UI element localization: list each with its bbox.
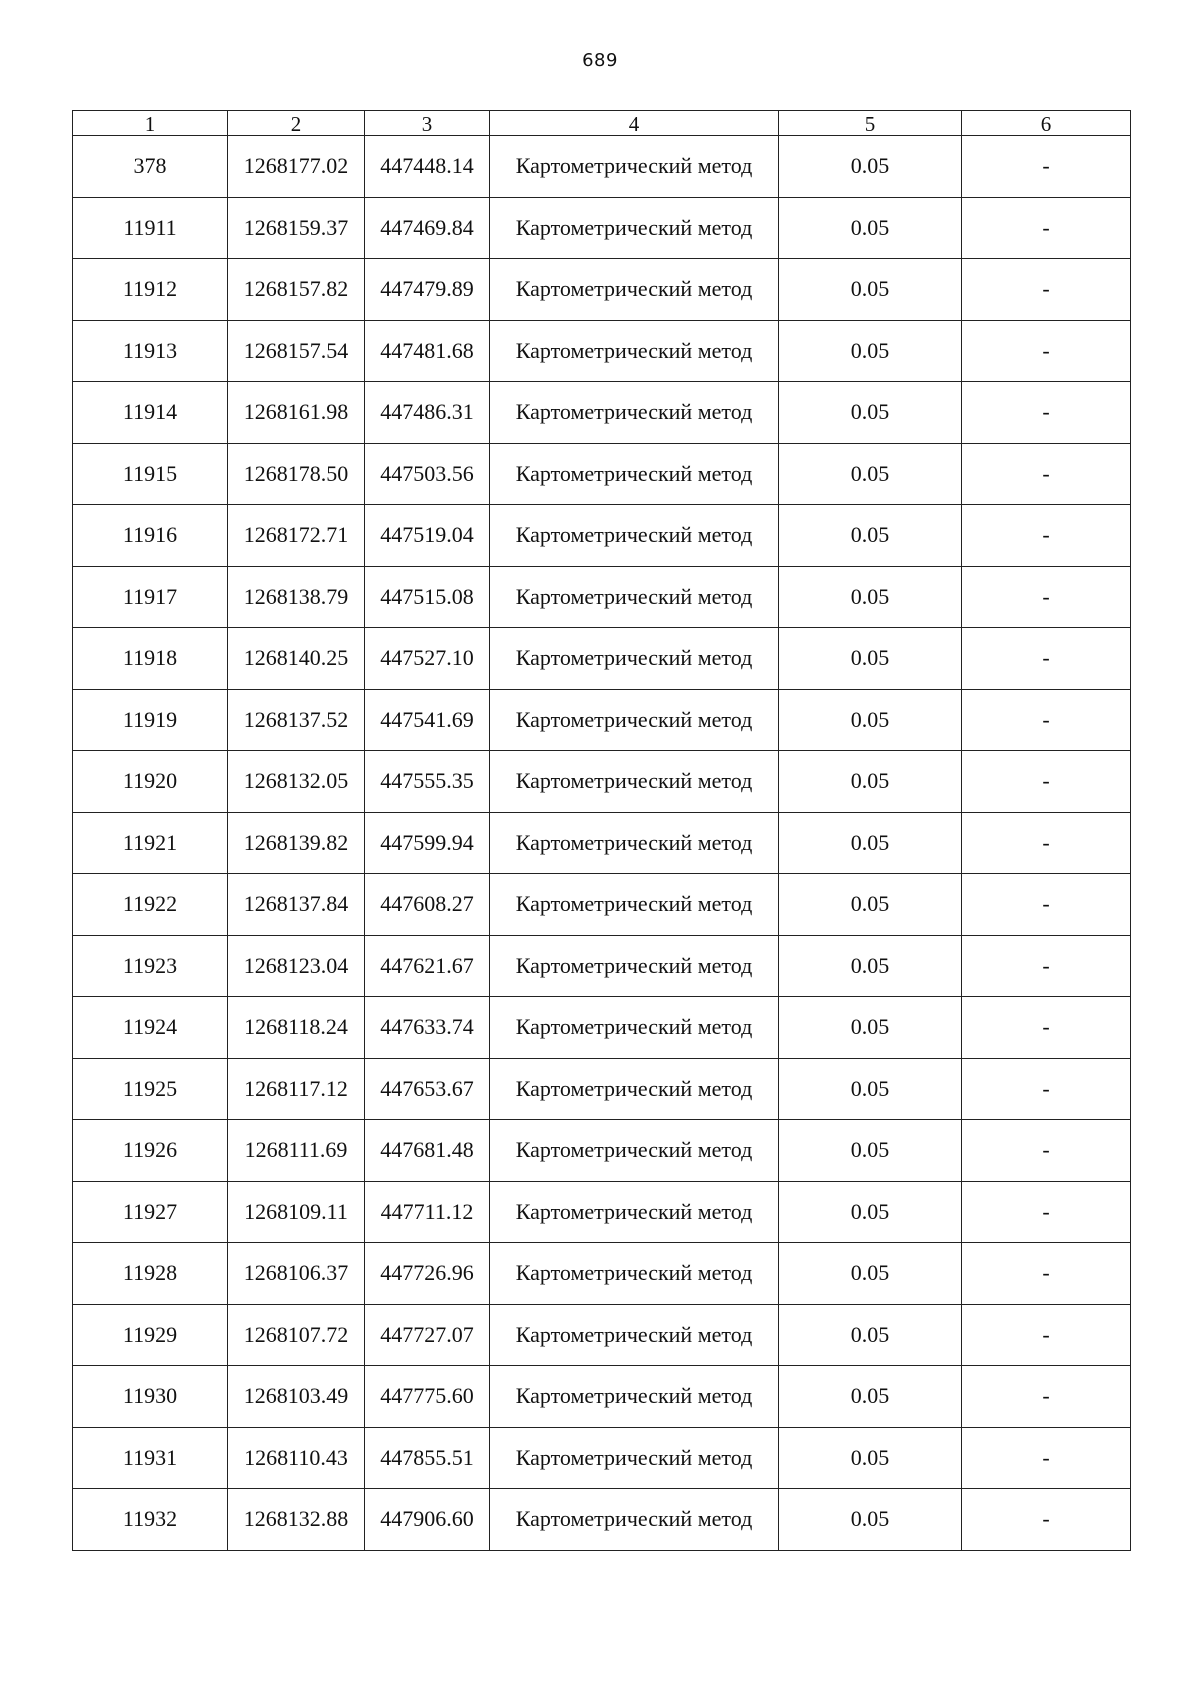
header-cell-6: 6 [962, 111, 1131, 136]
header-cell-5: 5 [779, 111, 962, 136]
table-row [73, 935, 1131, 997]
x-coordinate-cell: 1268161.98 [228, 382, 365, 444]
accuracy-cell: 0.05 [779, 566, 962, 628]
point-number-cell: 11911 [73, 197, 228, 259]
point-number-cell: 11916 [73, 505, 228, 567]
accuracy-cell: 0.05 [779, 935, 962, 997]
note-cell: - [962, 136, 1131, 198]
table-row [73, 1058, 1131, 1120]
note-cell: - [962, 997, 1131, 1059]
accuracy-cell: 0.05 [779, 628, 962, 690]
x-coordinate-cell: 1268106.37 [228, 1243, 365, 1305]
accuracy-cell: 0.05 [779, 689, 962, 751]
method-cell: Картометрический метод [490, 935, 779, 997]
x-coordinate-cell: 1268172.71 [228, 505, 365, 567]
note-cell: - [962, 1243, 1131, 1305]
point-number-cell: 11920 [73, 751, 228, 813]
table-row [73, 1120, 1131, 1182]
note-cell: - [962, 1427, 1131, 1489]
x-coordinate-cell: 1268178.50 [228, 443, 365, 505]
x-coordinate-cell: 1268137.84 [228, 874, 365, 936]
table-row [73, 566, 1131, 628]
y-coordinate-cell: 447621.67 [365, 935, 490, 997]
note-cell: - [962, 1489, 1131, 1551]
table-row [73, 382, 1131, 444]
method-cell: Картометрический метод [490, 628, 779, 690]
y-coordinate-cell: 447726.96 [365, 1243, 490, 1305]
y-coordinate-cell: 447855.51 [365, 1427, 490, 1489]
point-number-cell: 11914 [73, 382, 228, 444]
note-cell: - [962, 874, 1131, 936]
note-cell: - [962, 628, 1131, 690]
x-coordinate-cell: 1268159.37 [228, 197, 365, 259]
point-number-cell: 11926 [73, 1120, 228, 1182]
accuracy-cell: 0.05 [779, 136, 962, 198]
y-coordinate-cell: 447519.04 [365, 505, 490, 567]
x-coordinate-cell: 1268137.52 [228, 689, 365, 751]
note-cell: - [962, 443, 1131, 505]
x-coordinate-cell: 1268123.04 [228, 935, 365, 997]
point-number-cell: 11930 [73, 1366, 228, 1428]
table-row [73, 997, 1131, 1059]
x-coordinate-cell: 1268157.54 [228, 320, 365, 382]
method-cell: Картометрический метод [490, 1489, 779, 1551]
x-coordinate-cell: 1268111.69 [228, 1120, 365, 1182]
method-cell: Картометрический метод [490, 1304, 779, 1366]
y-coordinate-cell: 447479.89 [365, 259, 490, 321]
accuracy-cell: 0.05 [779, 320, 962, 382]
x-coordinate-cell: 1268138.79 [228, 566, 365, 628]
note-cell: - [962, 1120, 1131, 1182]
accuracy-cell: 0.05 [779, 1243, 962, 1305]
table-row [73, 874, 1131, 936]
header-row [73, 111, 1131, 136]
method-cell: Картометрический метод [490, 812, 779, 874]
table-row [73, 1366, 1131, 1428]
accuracy-cell: 0.05 [779, 1427, 962, 1489]
point-number-cell: 11927 [73, 1181, 228, 1243]
method-cell: Картометрический метод [490, 1120, 779, 1182]
note-cell: - [962, 259, 1131, 321]
note-cell: - [962, 812, 1131, 874]
point-number-cell: 11931 [73, 1427, 228, 1489]
accuracy-cell: 0.05 [779, 1120, 962, 1182]
y-coordinate-cell: 447608.27 [365, 874, 490, 936]
method-cell: Картометрический метод [490, 443, 779, 505]
point-number-cell: 11929 [73, 1304, 228, 1366]
table-row [73, 443, 1131, 505]
note-cell: - [962, 1304, 1131, 1366]
y-coordinate-cell: 447448.14 [365, 136, 490, 198]
table-row [73, 1243, 1131, 1305]
method-cell: Картометрический метод [490, 382, 779, 444]
y-coordinate-cell: 447541.69 [365, 689, 490, 751]
y-coordinate-cell: 447681.48 [365, 1120, 490, 1182]
x-coordinate-cell: 1268107.72 [228, 1304, 365, 1366]
note-cell: - [962, 1058, 1131, 1120]
accuracy-cell: 0.05 [779, 1304, 962, 1366]
accuracy-cell: 0.05 [779, 874, 962, 936]
table-row [73, 1489, 1131, 1551]
method-cell: Картометрический метод [490, 751, 779, 813]
y-coordinate-cell: 447653.67 [365, 1058, 490, 1120]
point-number-cell: 11917 [73, 566, 228, 628]
y-coordinate-cell: 447481.68 [365, 320, 490, 382]
x-coordinate-cell: 1268110.43 [228, 1427, 365, 1489]
method-cell: Картометрический метод [490, 320, 779, 382]
table-row [73, 751, 1131, 813]
accuracy-cell: 0.05 [779, 505, 962, 567]
note-cell: - [962, 1366, 1131, 1428]
accuracy-cell: 0.05 [779, 259, 962, 321]
point-number-cell: 11912 [73, 259, 228, 321]
table-row [73, 1427, 1131, 1489]
method-cell: Картометрический метод [490, 259, 779, 321]
x-coordinate-cell: 1268109.11 [228, 1181, 365, 1243]
x-coordinate-cell: 1268177.02 [228, 136, 365, 198]
accuracy-cell: 0.05 [779, 1366, 962, 1428]
note-cell: - [962, 197, 1131, 259]
point-number-cell: 11918 [73, 628, 228, 690]
y-coordinate-cell: 447469.84 [365, 197, 490, 259]
accuracy-cell: 0.05 [779, 997, 962, 1059]
table-row [73, 1181, 1131, 1243]
accuracy-cell: 0.05 [779, 812, 962, 874]
accuracy-cell: 0.05 [779, 751, 962, 813]
table-row [73, 136, 1131, 198]
y-coordinate-cell: 447503.56 [365, 443, 490, 505]
point-number-cell: 11919 [73, 689, 228, 751]
table-row [73, 505, 1131, 567]
y-coordinate-cell: 447555.35 [365, 751, 490, 813]
method-cell: Картометрический метод [490, 1366, 779, 1428]
note-cell: - [962, 505, 1131, 567]
method-cell: Картометрический метод [490, 136, 779, 198]
method-cell: Картометрический метод [490, 505, 779, 567]
method-cell: Картометрический метод [490, 197, 779, 259]
y-coordinate-cell: 447599.94 [365, 812, 490, 874]
x-coordinate-cell: 1268132.05 [228, 751, 365, 813]
method-cell: Картометрический метод [490, 874, 779, 936]
table-header [73, 111, 1131, 136]
point-number-cell: 11925 [73, 1058, 228, 1120]
note-cell: - [962, 751, 1131, 813]
header-cell-3: 3 [365, 111, 490, 136]
accuracy-cell: 0.05 [779, 1181, 962, 1243]
note-cell: - [962, 689, 1131, 751]
accuracy-cell: 0.05 [779, 1058, 962, 1120]
method-cell: Картометрический метод [490, 1427, 779, 1489]
method-cell: Картометрический метод [490, 997, 779, 1059]
header-cell-4: 4 [490, 111, 779, 136]
y-coordinate-cell: 447711.12 [365, 1181, 490, 1243]
note-cell: - [962, 320, 1131, 382]
y-coordinate-cell: 447727.07 [365, 1304, 490, 1366]
table-row [73, 812, 1131, 874]
note-cell: - [962, 382, 1131, 444]
coordinates-table [72, 110, 1131, 1551]
table-body [73, 136, 1131, 1551]
note-cell: - [962, 935, 1131, 997]
table-row [73, 689, 1131, 751]
point-number-cell: 11921 [73, 812, 228, 874]
page-number: 689 [582, 50, 618, 71]
y-coordinate-cell: 447775.60 [365, 1366, 490, 1428]
note-cell: - [962, 566, 1131, 628]
x-coordinate-cell: 1268139.82 [228, 812, 365, 874]
method-cell: Картометрический метод [490, 1181, 779, 1243]
x-coordinate-cell: 1268117.12 [228, 1058, 365, 1120]
header-cell-2: 2 [228, 111, 365, 136]
accuracy-cell: 0.05 [779, 443, 962, 505]
table-row [73, 628, 1131, 690]
accuracy-cell: 0.05 [779, 382, 962, 444]
y-coordinate-cell: 447515.08 [365, 566, 490, 628]
table-row [73, 259, 1131, 321]
method-cell: Картометрический метод [490, 1058, 779, 1120]
x-coordinate-cell: 1268132.88 [228, 1489, 365, 1551]
method-cell: Картометрический метод [490, 689, 779, 751]
accuracy-cell: 0.05 [779, 197, 962, 259]
x-coordinate-cell: 1268103.49 [228, 1366, 365, 1428]
point-number-cell: 11924 [73, 997, 228, 1059]
table-row [73, 197, 1131, 259]
table-row [73, 320, 1131, 382]
point-number-cell: 378 [73, 136, 228, 198]
y-coordinate-cell: 447633.74 [365, 997, 490, 1059]
y-coordinate-cell: 447486.31 [365, 382, 490, 444]
table-row [73, 1304, 1131, 1366]
point-number-cell: 11922 [73, 874, 228, 936]
method-cell: Картометрический метод [490, 566, 779, 628]
x-coordinate-cell: 1268140.25 [228, 628, 365, 690]
method-cell: Картометрический метод [490, 1243, 779, 1305]
y-coordinate-cell: 447906.60 [365, 1489, 490, 1551]
x-coordinate-cell: 1268157.82 [228, 259, 365, 321]
point-number-cell: 11915 [73, 443, 228, 505]
y-coordinate-cell: 447527.10 [365, 628, 490, 690]
point-number-cell: 11932 [73, 1489, 228, 1551]
note-cell: - [962, 1181, 1131, 1243]
point-number-cell: 11923 [73, 935, 228, 997]
accuracy-cell: 0.05 [779, 1489, 962, 1551]
header-cell-1: 1 [73, 111, 228, 136]
point-number-cell: 11928 [73, 1243, 228, 1305]
x-coordinate-cell: 1268118.24 [228, 997, 365, 1059]
point-number-cell: 11913 [73, 320, 228, 382]
